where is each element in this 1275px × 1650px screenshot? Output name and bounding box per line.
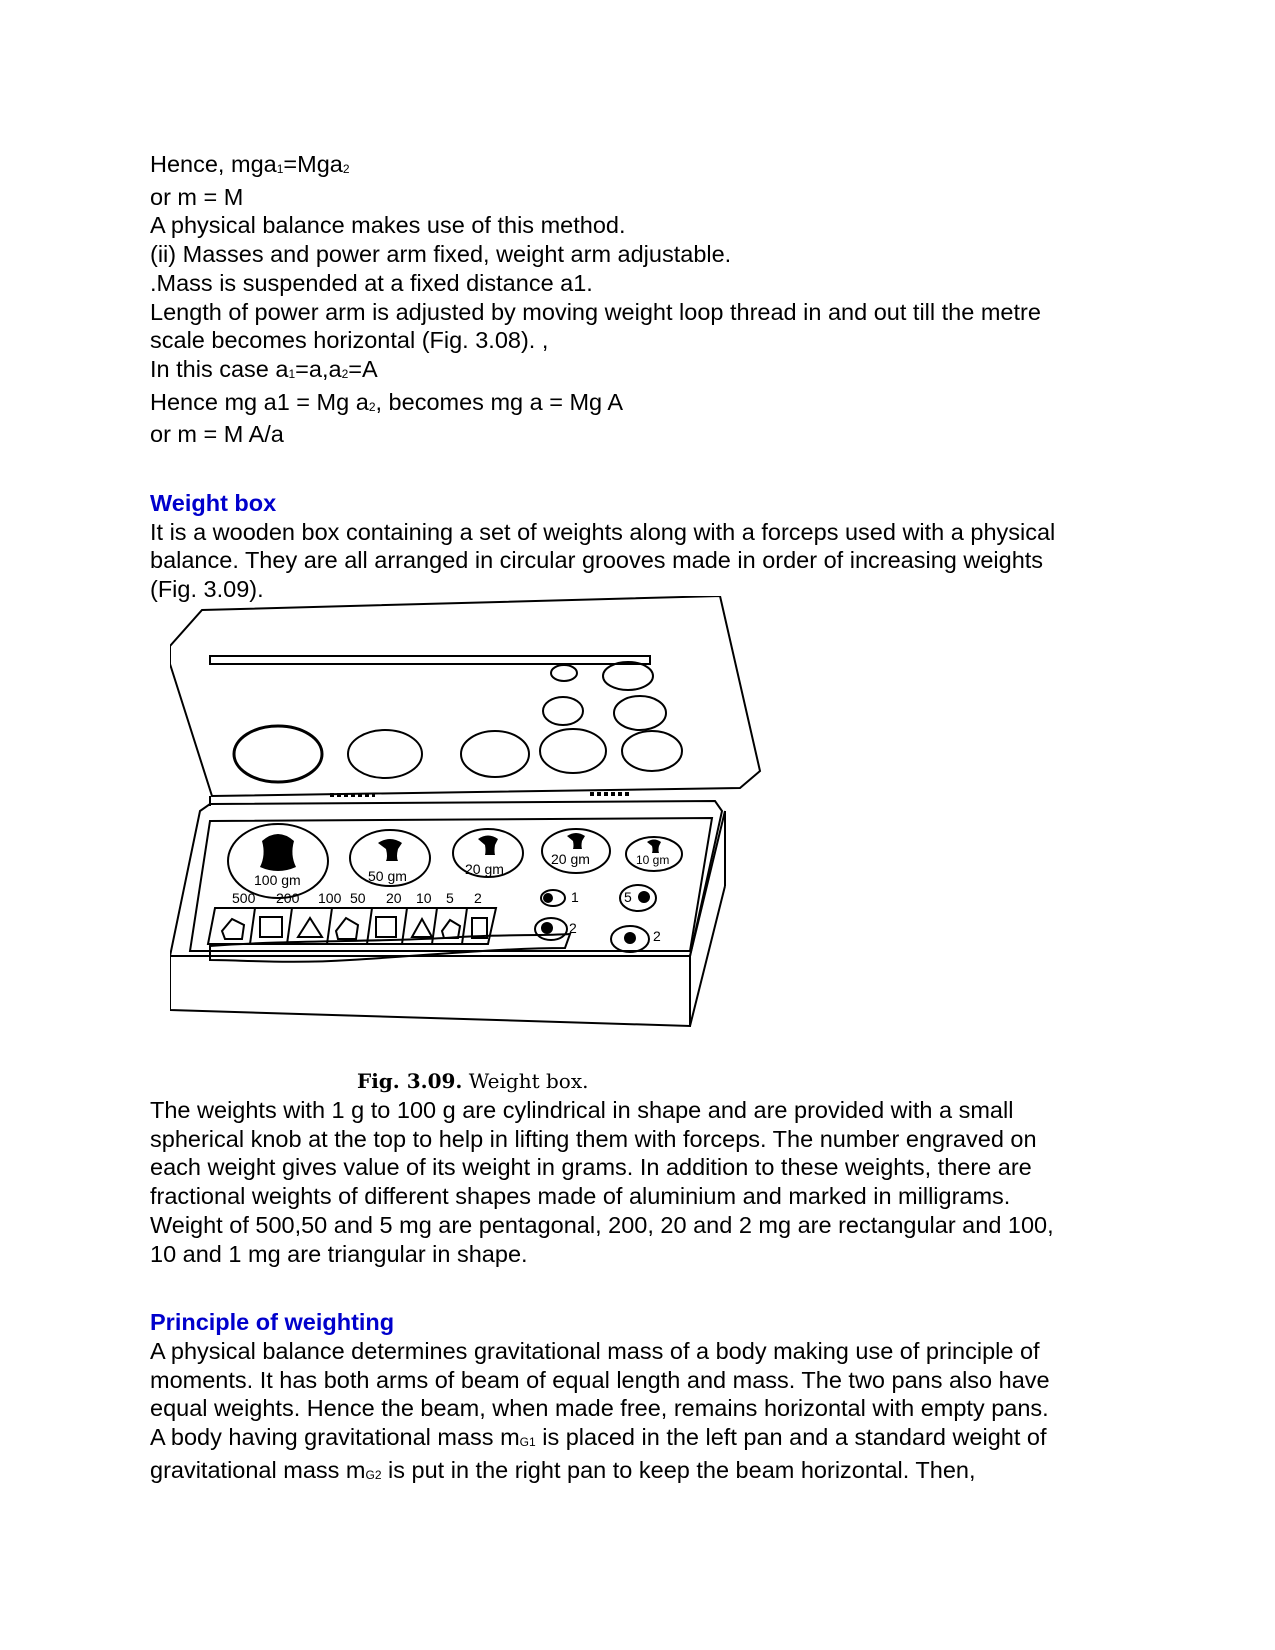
- mg-label: 100: [318, 890, 342, 906]
- small-weight-label: 5: [624, 889, 632, 905]
- mg-label: 5: [446, 890, 454, 906]
- document-page: [150, 150, 1130, 604]
- principle-heading: Principle of weighting: [150, 1309, 395, 1336]
- small-weight-label: 1: [571, 889, 579, 905]
- mg-label: 2: [474, 890, 482, 906]
- mg-label: 200: [276, 890, 300, 906]
- text-line: A physical balance determines gravitational mass of a body making use of principle of: [150, 1337, 1040, 1364]
- weight-100gm: [260, 834, 296, 871]
- box-base-front: [170, 956, 690, 1026]
- equation-line: Hence, mga$_1$=Mga$_2$: [150, 151, 350, 177]
- figure-caption: Fig. 3.09. Weight box.: [357, 1069, 589, 1093]
- document-page-lower: [150, 1096, 1130, 1488]
- lid-groove: [622, 731, 682, 771]
- label-20gm: 20 gm: [551, 851, 590, 867]
- label-50gm: 50 gm: [368, 868, 407, 884]
- equation-line: or m = M A/a: [150, 421, 284, 448]
- text-line: Weight of 500,50 and 5 mg are pentagonal, 200, 20 and 2 mg are rectangular and 100,: [150, 1211, 1054, 1238]
- text-line: gravitational mass $m_{G2}$ is put in the right pan to keep the beam horizontal. Then,: [150, 1456, 976, 1483]
- text-line: .Mass is suspended at a fixed distance a1.: [150, 269, 593, 296]
- label-100gm: 100 gm: [254, 872, 301, 888]
- weight-box-heading: Weight box: [150, 490, 277, 517]
- small-weight-label: 2: [569, 920, 577, 936]
- text-line: (ii) Masses and power arm fixed, weight arm adjustable.: [150, 241, 732, 268]
- box-base-top: [170, 801, 722, 956]
- text-line: The weights with 1 g to 100 g are cylindrical in shape and are provided with a small: [150, 1097, 1014, 1123]
- weight-box-figure: [170, 596, 770, 1056]
- mg-label: 10: [416, 890, 432, 906]
- text-line: 10 and 1 mg are triangular in shape.: [150, 1240, 528, 1267]
- label-20gm: 20 gm: [465, 861, 504, 877]
- weight-10gm: [647, 840, 661, 854]
- text-line: (Fig. 3.09).: [150, 576, 264, 603]
- text-line: It is a wooden box containing a set of weights along with a forceps used with a physical: [150, 518, 1056, 545]
- text-line: fractional weights of different shapes made of aluminium and marked in milligrams.: [150, 1183, 1011, 1210]
- lid-groove: [461, 731, 529, 777]
- lid-groove: [540, 729, 606, 773]
- text-line: moments. It has both arms of beam of equal length and mass. The two pans also have: [150, 1366, 1050, 1393]
- lid-groove: [603, 662, 653, 690]
- text-line: A physical balance makes use of this method.: [150, 212, 626, 239]
- text-line: Length of power arm is adjusted by moving weight loop thread in and out till the metre: [150, 298, 1041, 325]
- mg-label: 500: [232, 890, 256, 906]
- text-line: spherical knob at the top to help in lifting them with forceps. The number engraved on: [150, 1125, 1037, 1152]
- label-10gm: 10 gm: [636, 853, 670, 867]
- small-weight-label: 2: [653, 928, 661, 944]
- weight-50gm: [378, 839, 402, 861]
- lid-slot: [210, 656, 650, 664]
- lid-groove: [234, 726, 322, 782]
- text-line: A body having gravitational mass $m_{G1}$ is placed in the left pan and a standard weight of: [150, 1424, 1047, 1451]
- forceps: [210, 934, 570, 962]
- weight-20gm: [567, 833, 585, 849]
- equation-line: In this case $a_1=a,a_2=A$: [150, 355, 378, 382]
- lid-groove: [348, 730, 422, 778]
- text-line: each weight gives value of its weight in grams. In addition to these weights, there are: [150, 1154, 1032, 1181]
- lid-groove: [614, 696, 666, 730]
- text-line: equal weights. Hence the beam, when made free, remains horizontal with empty pans.: [150, 1395, 1049, 1422]
- lid-groove: [543, 697, 583, 725]
- lid-groove: [551, 665, 577, 681]
- equation-line: or m = M: [150, 183, 244, 210]
- text-line: scale becomes horizontal (Fig. 3.08). ,: [150, 327, 549, 354]
- equation-line: Hence mg a1 = Mg $a_2$, becomes mg a = Mg A: [150, 388, 624, 415]
- mg-label: 20: [386, 890, 402, 906]
- weight-20gm: [478, 836, 498, 856]
- text-line: balance. They are all arranged in circular grooves made in order of increasing weights: [150, 547, 1044, 574]
- mg-label: 50: [350, 890, 366, 906]
